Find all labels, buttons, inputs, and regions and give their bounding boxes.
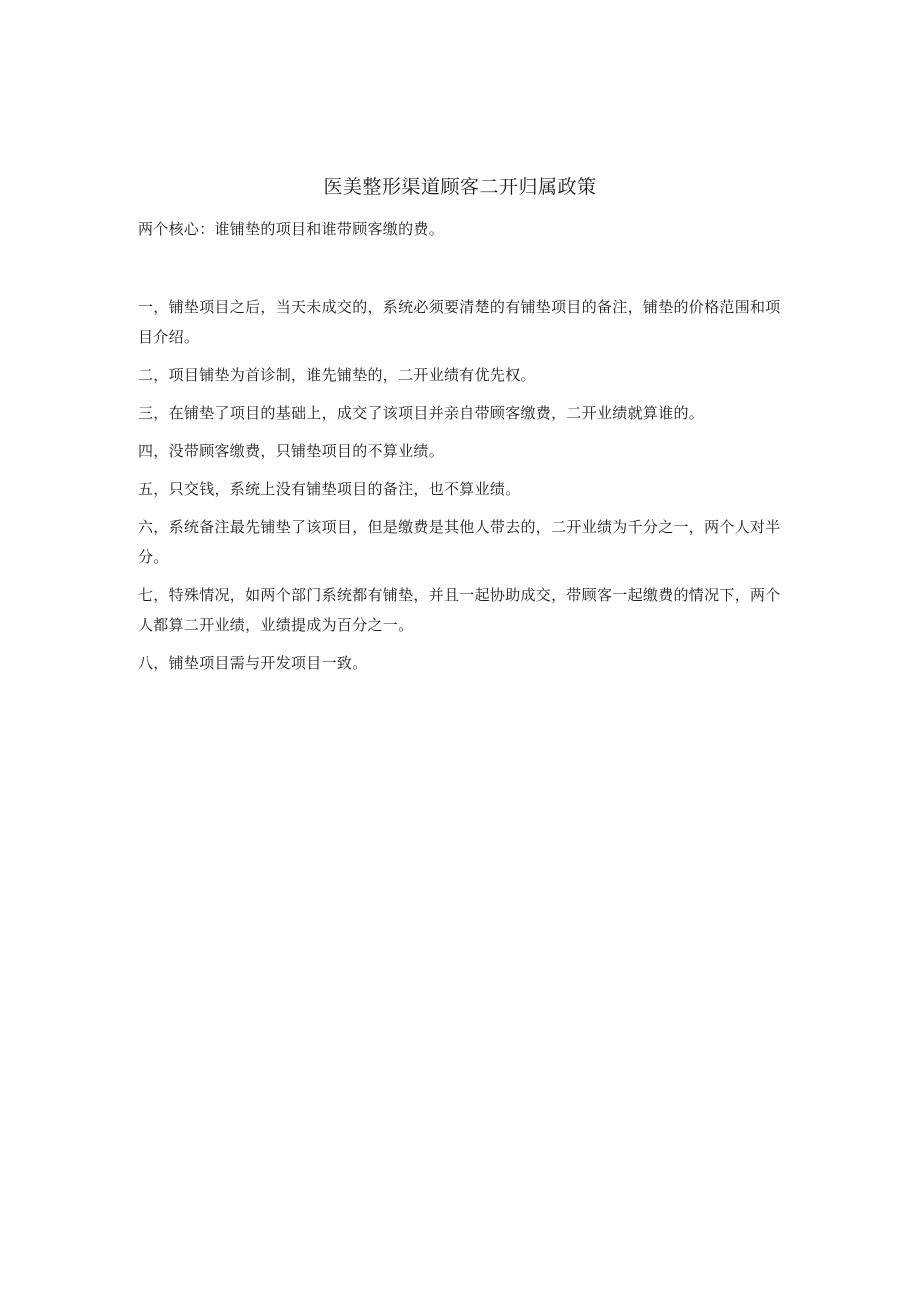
- document-title: 医美整形渠道顾客二开归属政策: [323, 176, 597, 198]
- rule-5: 五，只交钱，系统上没有铺垫项目的备注，也不算业绩。: [138, 480, 521, 498]
- intro-paragraph: 两个核心：谁铺垫的项目和谁带顾客缴的费。: [138, 220, 445, 238]
- rule-7: 七，特殊情况，如两个部门系统都有铺垫，并且一起协助成交，带顾客一起缴费的情况下，两个人都算二开业绩，业绩提成为百分之一。: [138, 586, 781, 634]
- paragraph-gap: [138, 244, 786, 292]
- rule-3: 三，在铺垫了项目的基础上，成交了该项目并亲自带顾客缴费，二开业绩就算谁的。: [138, 404, 705, 422]
- rule-2: 二，项目铺垫为首诊制，谁先铺垫的，二开业绩有优先权。: [138, 366, 536, 384]
- rule-6: 六，系统备注最先铺垫了该项目，但是缴费是其他人带去的，二开业绩为千分之一，两个人对半分。: [138, 518, 781, 566]
- rule-8: 八，铺垫项目需与开发项目一致。: [138, 654, 368, 672]
- rule-4: 四，没带顾客缴费，只铺垫项目的不算业绩。: [138, 442, 445, 460]
- document-body: [138, 214, 786, 686]
- rule-1: 一，铺垫项目之后，当天未成交的，系统必须要清楚的有铺垫项目的备注，铺垫的价格范围和项目介绍。: [138, 298, 781, 346]
